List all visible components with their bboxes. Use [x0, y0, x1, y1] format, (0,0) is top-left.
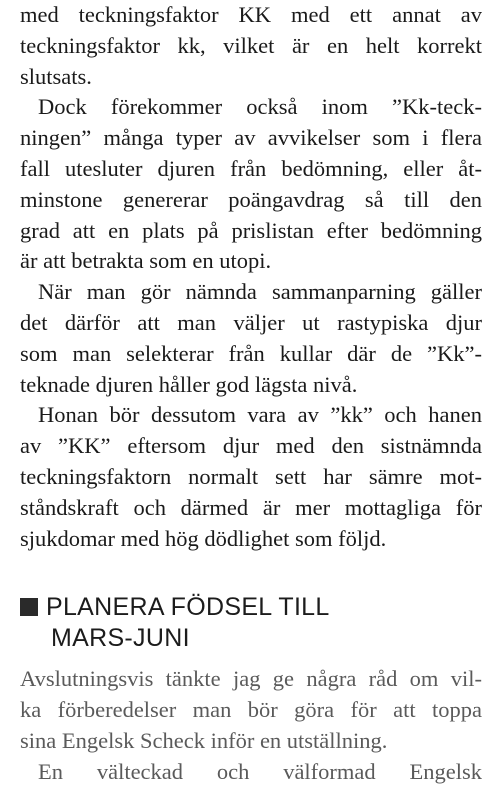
text-line: sina Engelsk Scheck inför en utställning.: [20, 727, 388, 753]
text-line: ningen” många typer av avvikelser som i flera: [20, 125, 482, 151]
text-line: teckningsfaktorn normalt sett har sämre mot-: [20, 463, 482, 489]
text-line: ståndskraft och därmed är mer mottagliga för: [20, 494, 482, 520]
text-line: det därför att man väljer ut rastypiska djur: [20, 309, 482, 335]
text-line: slutsats.: [20, 63, 92, 89]
text-line: med teckningsfaktor KK med ett annat av: [20, 2, 482, 27]
paragraph-4: [20, 400, 482, 554]
text-line: sjukdomar med hög dödlighet som följd.: [20, 525, 387, 551]
text-line: Honan bör dessutom vara av ”kk” och hanen: [38, 402, 482, 428]
text-line: grad att en plats på prislistan efter bedömning: [20, 217, 482, 243]
text-line: fall utesluter djuren från bedömning, eller åt-: [20, 155, 482, 181]
heading-line-1: [20, 592, 482, 623]
section-heading: [20, 592, 482, 654]
heading-square-icon: [20, 598, 38, 616]
paragraph-3: [20, 277, 482, 400]
article-page: [20, 0, 482, 788]
text-line: ka förberedelser man bör göra för att toppa: [20, 697, 482, 723]
text-line: minstone genererar poängavdrag så till den: [20, 186, 482, 212]
text-line: är att betrakta som en utopi.: [20, 248, 272, 274]
text-line: Avslutningsvis tänkte jag ge några råd om vil-: [20, 666, 482, 692]
paragraph-1: [20, 0, 482, 92]
closing-paragraph-1: [20, 664, 482, 756]
text-line: Dock förekommer också inom ”Kk-teck-: [38, 94, 482, 120]
text-line: teknade djuren håller god lägsta nivå.: [20, 371, 358, 397]
text-line: När man gör nämnda sammanparning gäller: [38, 279, 482, 305]
text-line: En välteckad och välformad Engelsk: [38, 758, 482, 784]
closing-paragraph-2: [20, 757, 482, 788]
heading-line-2: MARS-JUNI: [51, 624, 190, 653]
text-line: som man selekterar från kullar där de ”Kk”-: [20, 340, 482, 366]
heading-text-1: PLANERA FÖDSEL TILL: [46, 593, 330, 622]
paragraph-2: [20, 92, 482, 277]
text-line: av ”KK” eftersom djur med den sistnämnda: [20, 433, 482, 459]
text-line: teckningsfaktor kk, vilket är en helt korrekt: [20, 32, 482, 58]
